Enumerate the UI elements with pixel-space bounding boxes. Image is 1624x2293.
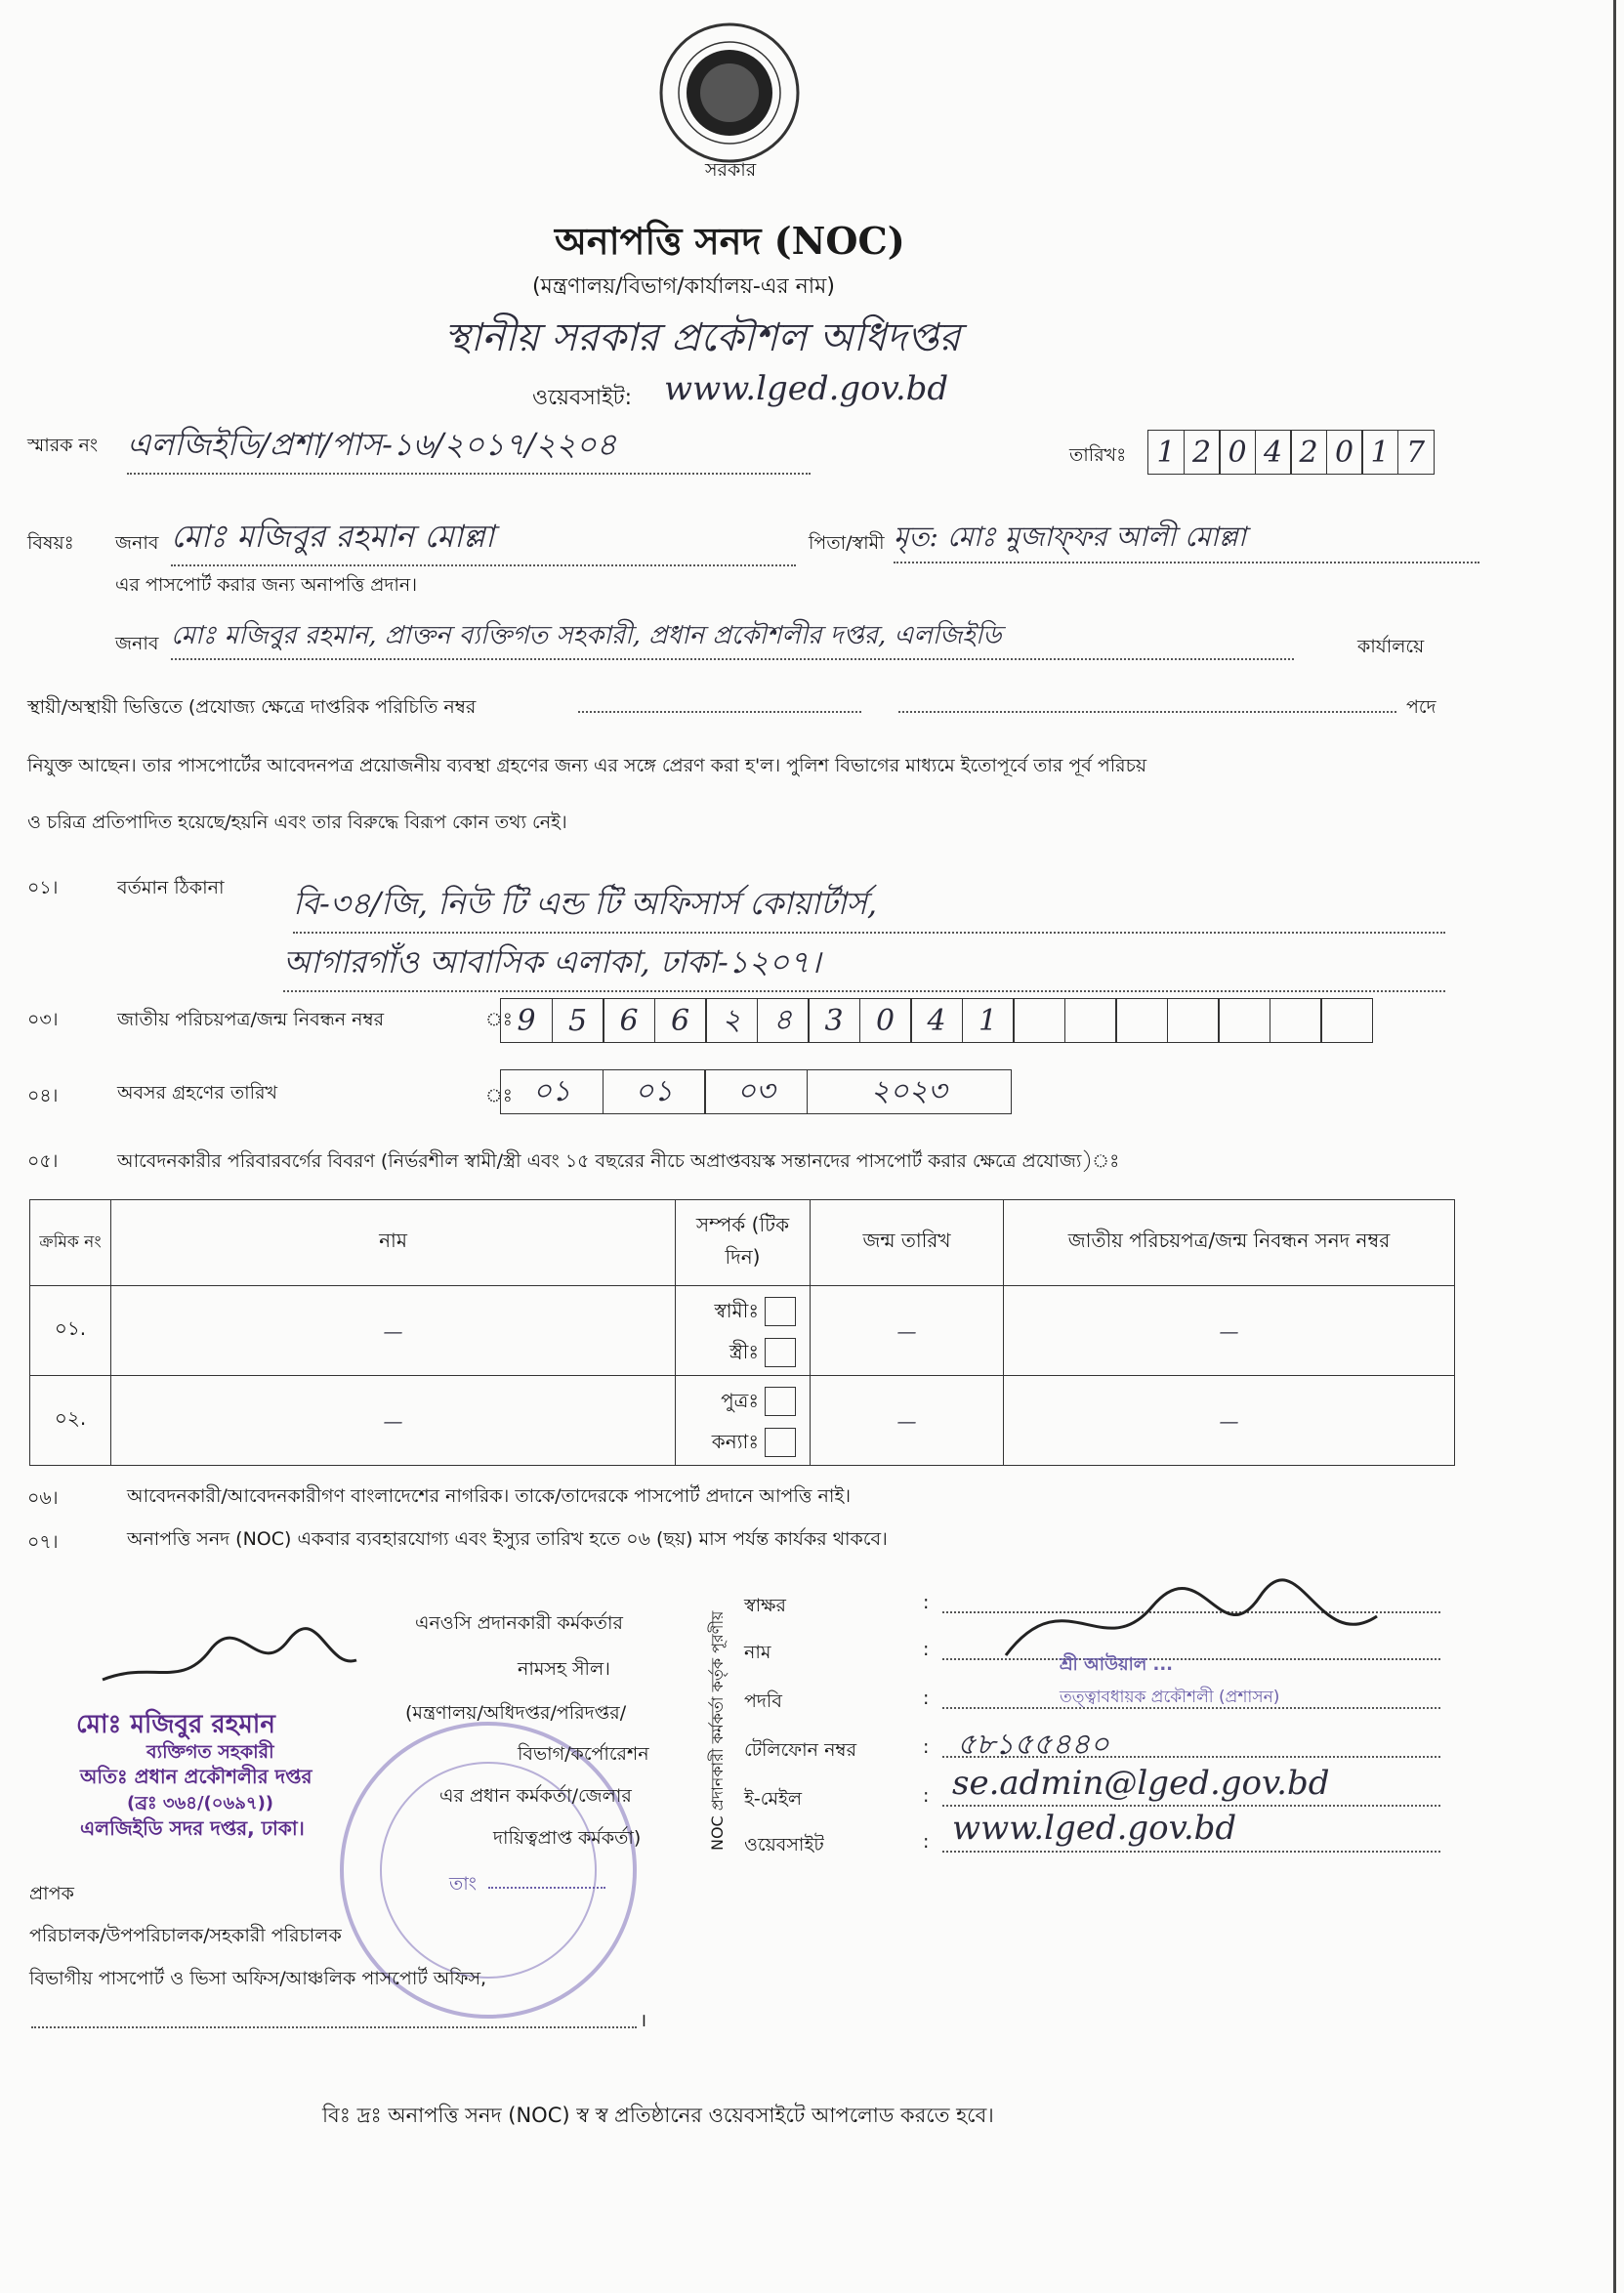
recipient-l3-dots [31,2026,637,2028]
address-line1: বি-৩৪/জি, নিউ টি এন্ড টি অফিসার্স কোয়ার্টার্স, [293,879,1445,934]
memo-label: স্মারক নং [27,435,99,456]
item6-label: আবেদনকারী/আবেদনকারীগণ বাংলাদেশের নাগরিক। তাকে/তাদেরকে পাসপোর্ট প্রদানে আপত্তি নাই। [127,1485,852,1507]
item4-label: অবসর গ্রহণের তারিখ [117,1082,278,1104]
page-edge [1613,0,1616,2293]
nid-digit: 9 [500,998,553,1043]
col-relation: সম্পর্ক (টিক দিন) [676,1200,811,1286]
daughter-checkbox[interactable] [765,1428,796,1457]
field-email-dots [942,1805,1440,1807]
row-serial: ০১. [30,1286,111,1376]
date-digit: 4 [1255,430,1292,475]
recipient-l1: পরিচালক/উপপরিচালক/সহকারী পরিচালক [29,1925,342,1946]
nid-digit [1013,998,1065,1043]
relation-son-label: পুত্রঃ [721,1388,759,1412]
row-relation [676,1376,811,1466]
nid-digit: 6 [603,998,655,1043]
nid-digit: 0 [859,998,912,1043]
item5-label: আবেদনকারীর পরিবারবর্গের বিবরণ (নির্ভরশীল স্বামী/স্ত্রী এবং ১৫ বছরের নীচে অপ্রাপ্তবয়স্ক সন্তানদের পাসপোর্ট করার ক্ষেত্রে প্রযোজ্য)ঃ [117,1150,1120,1172]
field-phone-label: টেলিফোন নম্বর [744,1739,857,1761]
website-value: www.lged.gov.bd [664,369,949,408]
footer-note: বিঃ দ্রঃ অনাপত্তি সনদ (NOC) স্ব স্ব প্রতিষ্ঠানের ওয়েবসাইটে আপলোড করতে হবে। [322,2104,994,2127]
field-colon: : [923,1785,930,1807]
col-serial: ক্রমিক নং [30,1200,111,1286]
row-serial: ০২. [30,1376,111,1466]
field-name-value: শ্রী আউয়াল ... [1060,1654,1174,1675]
round-seal-date-dots [488,1887,605,1889]
body-mr-label: জনাব [115,633,159,654]
office-suffix: কার্যালয়ে [1357,636,1425,657]
date-digit: 0 [1219,430,1256,475]
nid-digit: 4 [910,998,963,1043]
field-colon: : [923,1639,930,1660]
nid-digit: ২ [705,998,758,1043]
nid-digit: 6 [654,998,707,1043]
recipient-l3-end: । [640,2010,647,2031]
father-value: মৃত: মোঃ মুজাফ্ফর আলী মোল্লা [894,516,1479,563]
subject-mr-label: জনাব [115,532,159,554]
nid-digit [1320,998,1373,1043]
row-relation [676,1286,811,1376]
date-boxes [1147,430,1433,475]
retirement-year: ২০২৩ [807,1069,1012,1114]
body-line2-dots2 [898,711,1396,713]
col-nid: জাতীয় পরিচয়পত্র/জন্ম নিবন্ধন সনদ নম্বর [1004,1200,1455,1286]
nid-digit: 1 [962,998,1015,1043]
date-digit: 0 [1326,430,1363,475]
recipient-label: প্রাপক [29,1883,74,1904]
relation-husband-label: স্বামীঃ [714,1298,759,1322]
nid-digit [1115,998,1168,1043]
retirement-day: ০১ [500,1069,604,1114]
issuer-l1: এনওসি প্রদানকারী কর্মকর্তার [415,1612,623,1634]
field-phone-value: ৫৮১৫৫৪৪০ [957,1728,1109,1762]
logo-caption: সরকার [705,159,757,181]
retirement-date-boxes [500,1069,1010,1114]
field-colon: : [923,1831,930,1853]
applicant-name-value: মোঃ মজিবুর রহমান মোল্লা [171,512,796,566]
table-row [30,1376,1455,1466]
item7-label: অনাপত্তি সনদ (NOC) একবার ব্যবহারযোগ্য এবং ইস্যুর তারিখ হতে ০৬ (ছয়) মাস পর্যন্ত কার্যকর থাকবে। [127,1528,888,1550]
item5-num: ০৫। [27,1150,59,1172]
government-logo-icon [656,20,803,166]
row-nid: — [1004,1376,1455,1466]
family-table [29,1199,1455,1466]
field-name-label: নাম [744,1642,771,1663]
item7-num: ০৭। [27,1531,59,1553]
employee-value: মোঃ মজিবুর রহমান, প্রাক্তন ব্যক্তিগত সহকারী, প্রধান প্রকৌশলীর দপ্তর, এলজিইডি [171,615,1294,660]
subject-label: বিষয়ঃ [27,532,74,554]
field-website-label: ওয়েবসাইট [744,1834,824,1855]
field-colon: : [923,1736,930,1758]
item4-num: ০৪। [27,1085,59,1106]
nid-digit: ৪ [757,998,810,1043]
seal-l2: ব্যক্তিগত সহকারী [146,1741,274,1763]
date-digit: 1 [1147,430,1185,475]
seal-name: মোঃ মজিবুর রহমান [76,1710,275,1739]
field-designation-value: তত্ত্বাবধায়ক প্রকৌশলী (প্রশাসন) [1060,1688,1280,1707]
nid-digit [1218,998,1270,1043]
row-name: — [111,1286,676,1376]
issuer-l5: এর প্রধান কর্মকর্তা/জেলার [439,1785,632,1807]
seal-l4: (ব্রঃ ৩৬৪/(০৬৯৭)) [127,1793,274,1814]
field-colon: : [923,1688,930,1709]
field-name-dots [942,1658,1440,1660]
issuer-signature-icon [986,1567,1396,1685]
recipient-l2: বিভাগীয় পাসপোর্ট ও ভিসা অফিস/আঞ্চলিক পাসপোর্ট অফিস, [29,1968,487,1989]
issuer-l6: দায়িত্বপ্রাপ্ত কর্মকর্তা) [493,1827,642,1849]
nid-digit: 3 [808,998,860,1043]
date-label: তারিখঃ [1069,444,1127,466]
item1-label: বর্তমান ঠিকানা [117,877,225,898]
row-dob: — [811,1376,1004,1466]
body-line2-end: পদে [1406,696,1437,718]
table-row [30,1286,1455,1376]
row-nid: — [1004,1286,1455,1376]
memo-value: এলজিইডি/প্রশা/পাস-১৬/২০১৭/২২০৪ [127,420,811,475]
date-digit: 2 [1290,430,1327,475]
son-checkbox[interactable] [765,1387,796,1416]
body-line4: ও চরিত্র প্রতিপাদিত হয়েছে/হয়নি এবং তার বিরুদ্ধে বিরূপ কোন তথ্য নেই। [27,812,567,833]
relation-daughter-label: কন্যাঃ [711,1429,759,1453]
husband-checkbox[interactable] [765,1297,796,1326]
retirement-month: ০৩ [704,1069,808,1114]
body-line2-dots [578,711,861,713]
field-colon: : [923,1592,930,1613]
nid-digit [1064,998,1117,1043]
subject-purpose: এর পাসপোর্ট করার জন্য অনাপত্তি প্রদান। [115,574,418,596]
row-name: — [111,1376,676,1466]
wife-checkbox[interactable] [765,1338,796,1367]
issuer-l2: নামসহ সীল। [518,1658,610,1680]
nid-digit [1270,998,1322,1043]
table-header-row [30,1200,1455,1286]
field-website-dots [942,1851,1440,1853]
field-website-value: www.lged.gov.bd [952,1809,1237,1848]
applicant-signature-icon [93,1621,366,1699]
col-dob: জন্ম তারিখ [811,1200,1004,1286]
item3-label: জাতীয় পরিচয়পত্র/জন্ম নিবন্ধন নম্বর [117,1009,385,1030]
nid-digit [1167,998,1220,1043]
col-name: নাম [111,1200,676,1286]
field-email-label: ই-মেইল [744,1788,803,1810]
page-subtitle: (মন্ত্রণালয়/বিভাগ/কার্যালয়-এর নাম) [532,274,835,299]
field-signature-label: স্বাক্ষর [744,1595,786,1616]
nid-boxes [500,998,1372,1043]
issuer-l3: (মন্ত্রণালয়/অধিদপ্তর/পরিদপ্তর/ [405,1702,627,1724]
relation-wife-label: স্ত্রীঃ [729,1339,759,1363]
item4-colon: ঃ [485,1085,513,1106]
father-label: পিতা/স্বামী [809,532,885,554]
page-title: অনাপত্তি সনদ (NOC) [555,219,905,263]
office-name: স্থানীয় সরকার প্রকৌশল অধিদপ্তর [444,315,961,360]
date-digit: 7 [1397,430,1435,475]
nid-digit: 5 [552,998,604,1043]
date-digit: 2 [1184,430,1221,475]
field-designation-label: পদবি [744,1690,782,1712]
item3-num: ০৩। [27,1009,59,1030]
date-digit: 1 [1361,430,1398,475]
address-line2: আগারগাঁও আবাসিক এলাকা, ঢাকা-১২০৭। [283,938,1445,992]
body-line3: নিযুক্ত আছেন। তার পাসপোর্টের আবেদনপত্র প্রয়োজনীয় ব্যবস্থা গ্রহণের জন্য এর সঙ্গে প্রেরণ করা হ'ল। পুলিশ বিভাগের মাধ্যমে ইতোপূর্বে তার পূর্ব পরিচয় [27,755,1147,776]
issuer-vertical-note: NOC প্রদানকারী কর্মকর্তা কর্তৃক পূরণীয় [708,1610,727,1851]
seal-l3: অতিঃ প্রধান প্রকৌশলীর দপ্তর [80,1765,312,1788]
website-label: ওয়েবসাইট: [532,386,632,410]
item6-num: ০৬। [27,1487,59,1509]
round-seal-date-label: তাং [449,1873,477,1895]
row-dob: — [811,1286,1004,1376]
item3-colon: ঃ [485,1009,513,1030]
seal-l5: এলজিইডি সদর দপ্তর, ঢাকা। [80,1816,305,1840]
item1-num: ০১। [27,877,59,898]
body-line2: স্থায়ী/অস্থায়ী ভিত্তিতে (প্রযোজ্য ক্ষেত্রে দাপ্তরিক পরিচিতি নম্বর [27,696,477,718]
retirement-day2: ০১ [603,1069,706,1114]
field-email-value: se.admin@lged.gov.bd [952,1764,1330,1803]
issuer-l4: বিভাগ/কর্পোরেশন [518,1743,649,1765]
